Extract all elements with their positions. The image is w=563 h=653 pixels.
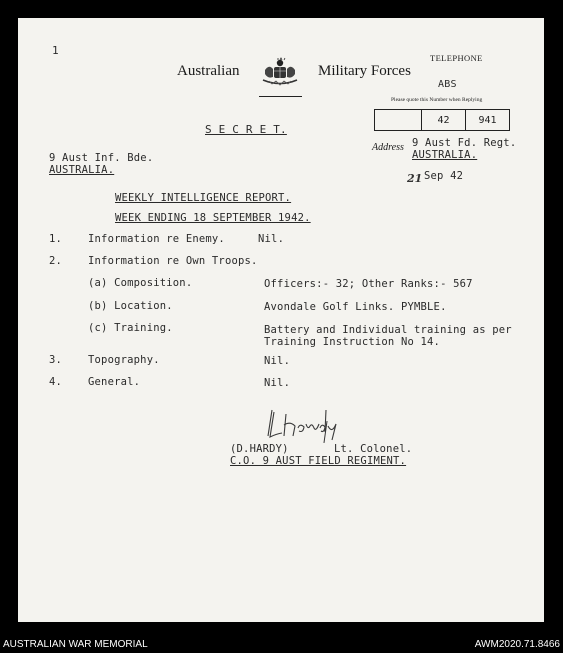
quote-note: Please quote this Number when Replying	[391, 97, 483, 103]
letterhead-rule	[259, 96, 302, 97]
date: Sep 42	[424, 170, 464, 182]
recipient-line: AUSTRALIA.	[49, 164, 115, 176]
item-number: 4.	[49, 376, 63, 388]
report-title: WEEKLY INTELLIGENCE REPORT.	[115, 192, 292, 204]
letterhead-right: Military Forces	[318, 63, 411, 79]
corner-mark: 1	[52, 44, 59, 57]
subitem-label: (c) Training.	[88, 322, 173, 334]
coat-of-arms-icon	[260, 57, 300, 87]
signatory-title: C.O. 9 AUST FIELD REGIMENT.	[230, 455, 407, 467]
item-label: Information re Enemy.	[88, 233, 225, 245]
item-number: 3.	[49, 354, 63, 366]
item-value: Nil.	[264, 377, 291, 389]
classification: S E C R E T.	[205, 123, 287, 136]
date-day: 21	[407, 172, 423, 185]
item-value: Nil.	[258, 233, 285, 245]
ref-box: 42	[422, 110, 466, 130]
telephone-value: ABS	[438, 79, 457, 90]
item-label: General.	[88, 376, 141, 388]
ref-box: 941	[478, 114, 497, 126]
signature-image	[262, 406, 348, 442]
footer-right: AWM2020.71.8466	[474, 639, 560, 650]
reference-number-boxes	[374, 109, 510, 131]
document-page	[18, 18, 544, 622]
signatory-name: (D.HARDY)	[230, 443, 289, 455]
letterhead-left: Australian	[177, 63, 240, 79]
signatory-rank: Lt. Colonel.	[334, 443, 413, 455]
item-value: Nil.	[264, 355, 291, 367]
subitem-value: Officers:- 32; Other Ranks:- 567	[264, 278, 473, 290]
footer-left: AUSTRALIAN WAR MEMORIAL	[3, 639, 148, 650]
item-number: 1.	[49, 233, 63, 245]
subitem-value: Battery and Individual training as per	[264, 324, 512, 336]
subitem-label: (a) Composition.	[88, 277, 193, 289]
week-ending: WEEK ENDING 18 SEPTEMBER 1942.	[115, 212, 311, 224]
recipient-line: 9 Aust Inf. Bde.	[49, 152, 154, 164]
subitem-label: (b) Location.	[88, 300, 173, 312]
subitem-value: Training Instruction No 14.	[264, 336, 441, 348]
telephone-label: TELEPHONE	[430, 53, 483, 63]
ref-box	[375, 110, 422, 130]
address-label: Address	[372, 142, 404, 153]
address-line: AUSTRALIA.	[412, 149, 478, 161]
item-label: Information re Own Troops.	[88, 255, 258, 267]
address-line: 9 Aust Fd. Regt.	[412, 137, 517, 149]
item-number: 2.	[49, 255, 63, 267]
item-label: Topography.	[88, 354, 160, 366]
subitem-value: Avondale Golf Links. PYMBLE.	[264, 301, 447, 313]
